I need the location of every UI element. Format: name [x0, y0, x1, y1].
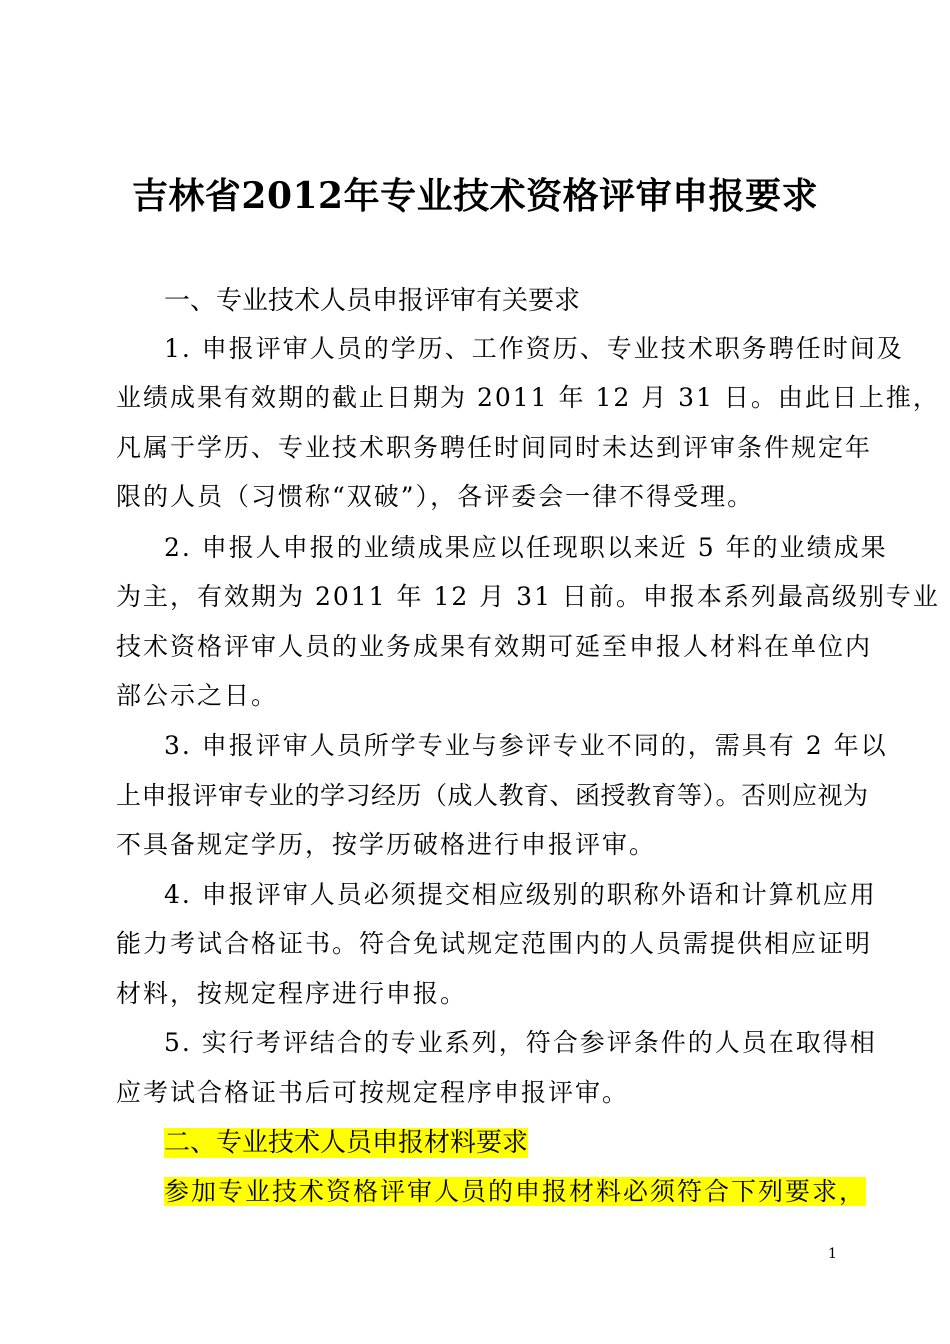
section-2-line-1-text: 参加专业技术资格评审人员的申报材料必须符合下列要求，: [164, 1177, 867, 1206]
item-2-line-3: 技术资格评审人员的业务成果有效期可延至申报人材料在单位内: [116, 632, 873, 661]
item-1-line-3: [116, 430, 873, 466]
item-2-line-1: 2. 申报人申报的业绩成果应以任现职以来近 5 年的业绩成果: [164, 533, 888, 562]
page-number: 1: [828, 1246, 837, 1262]
item-3-line-1: 3. 申报评审人员所学专业与参评专业不同的，需具有 2 年以: [164, 731, 888, 760]
document-title: 吉林省2012年专业技术资格评审申报要求: [131, 175, 819, 217]
item-2-line-2: 为主，有效期为 2011 年 12 月 31 日前。申报本系列最高级别专业: [116, 582, 940, 611]
item-4-line-3: 材料，按规定程序进行申报。: [116, 979, 468, 1008]
item-1-line-3-post: 同时未达到评审条件规定年: [548, 433, 873, 462]
item-1-line-1: 1. 申报评审人员的学历、工作资历、专业技术职务聘任时间及: [164, 334, 904, 363]
item-5-line-1: 5. 实行考评结合的专业系列，符合参评条件的人员在取得相: [164, 1028, 877, 1057]
item-1-line-4: 限的人员（习惯称“双破”），各评委会一律不得受理。: [116, 482, 755, 511]
item-2-line-4: 部公示之日。: [116, 681, 279, 710]
item-1-line-2: 业绩成果有效期的截止日期为 2011 年 12 月 31 日。由此日上推，: [116, 383, 940, 412]
section-2-heading-text: 二、专业技术人员申报材料要求: [164, 1128, 529, 1158]
item-4-line-2: 能力考试合格证书。符合免试规定范围内的人员需提供相应证明: [116, 929, 873, 958]
item-1-line-3-pre: 凡属于: [116, 433, 198, 462]
item-3-line-3: 不具备规定学历，按学历破格进行申报评审。: [116, 830, 657, 859]
item-3-line-2: 上申报评审专业的学习经历（成人教育、函授教育等）。否则应视为: [116, 781, 869, 810]
section-1-heading: 一、专业技术人员申报评审有关要求: [164, 286, 581, 316]
section-2-line-1: [164, 1174, 867, 1210]
item-5-line-2: 应考试合格证书后可按规定程序申报评审。: [116, 1078, 630, 1107]
item-4-line-1: 4. 申报评审人员必须提交相应级别的职称外语和计算机应用: [164, 880, 877, 909]
section-2-heading: [164, 1125, 528, 1161]
item-1-emphasis: 学历、专业技术职务聘任时间: [197, 433, 549, 462]
